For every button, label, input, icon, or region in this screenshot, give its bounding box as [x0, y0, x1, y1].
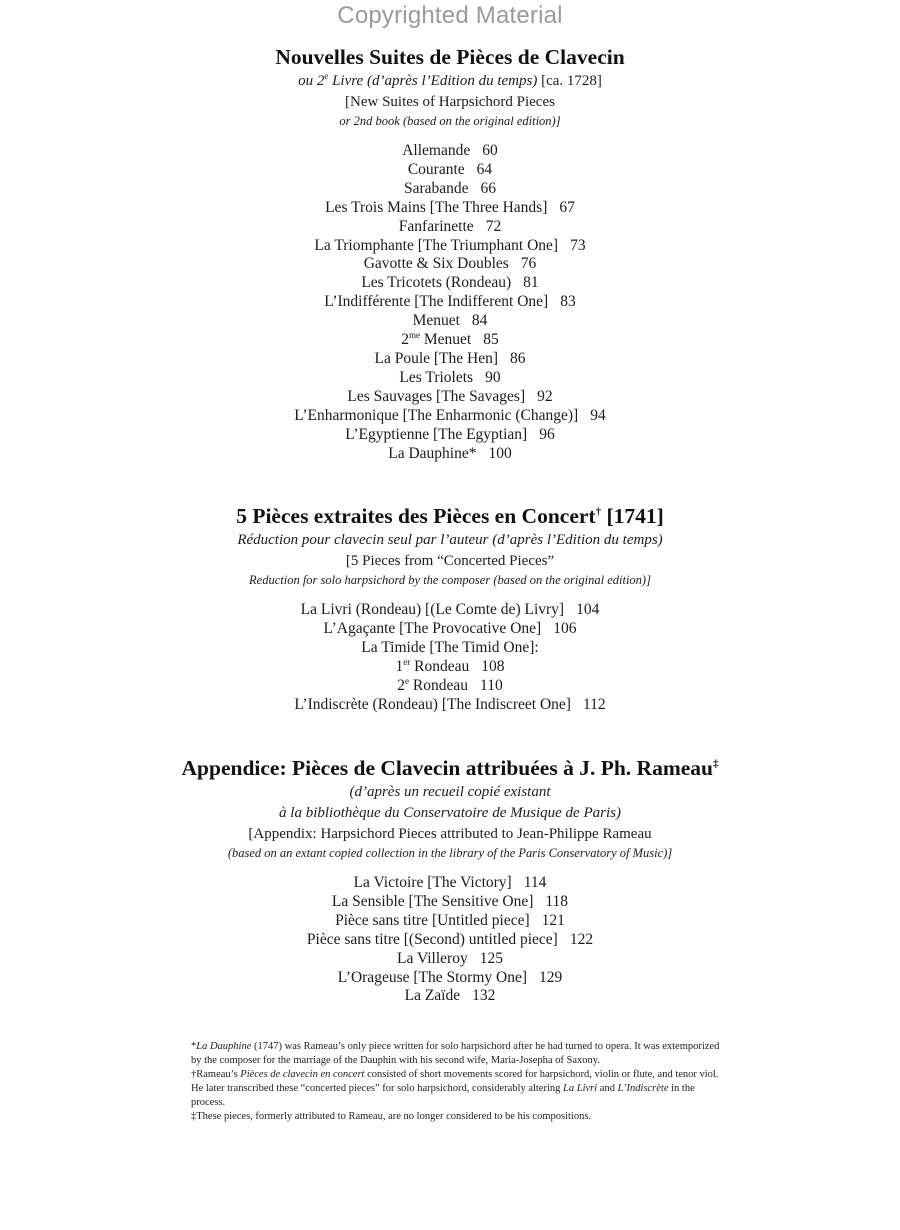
footnote-mark: † [191, 1069, 197, 1080]
footnote-mark: ‡ [712, 757, 719, 770]
contents-entry [0, 950, 900, 969]
contents-entry [0, 912, 900, 931]
entry-page: 81 [523, 274, 539, 292]
entry-title: Rondeau [409, 676, 469, 694]
entry-page: 85 [483, 331, 499, 349]
entry-title: Les Trois Mains [The Three Hands] [325, 198, 548, 216]
contents-entry [0, 658, 900, 677]
section-subtitle: (d’après un recueil copié existant [349, 784, 551, 800]
contents-entry [0, 161, 900, 180]
contents-entry [0, 312, 900, 331]
entry-page: 92 [537, 387, 553, 405]
contents-entry [0, 620, 900, 639]
contents-entry [0, 350, 900, 369]
footnote-concert [191, 1068, 721, 1110]
footnote-work-title: L’Indiscrète [617, 1083, 669, 1094]
footnote-text: and [597, 1083, 618, 1094]
footnote-text: These pieces, formerly attributed to Rameau, are no longer considered to be his compositions. [196, 1111, 592, 1122]
footnote-dauphine [191, 1040, 721, 1068]
contents-entry [0, 931, 900, 950]
contents-entry [0, 696, 900, 715]
footnote-appendix [191, 1110, 721, 1124]
contents-entry [0, 199, 900, 218]
entry-title: L’Indifférente [The Indifferent One] [324, 293, 549, 311]
footnote-mark: * [191, 1041, 197, 1052]
contents-entry [0, 445, 900, 464]
contents-list [0, 601, 900, 714]
entry-title: La Zaïde [404, 987, 461, 1005]
entry-title: L’Enharmonique [The Enharmonic (Change)] [294, 406, 579, 424]
footnote-text: consisted of short movements scored for harpsichord, violin or flute, and tenor viol. He later transcribed these “concerted pieces” for solo harpsichord, considerably altering [191, 1069, 719, 1094]
entry-title: L’Indiscrète (Rondeau) [The Indiscreet One] [294, 695, 571, 713]
entry-title: Sarabande [403, 179, 469, 197]
section-translation-2: (based on an extant copied collection in the library of the Paris Conservatory of Music)] [227, 846, 673, 860]
superscript: e [405, 675, 410, 686]
entry-title: Allemande [402, 142, 471, 159]
section-appendice [0, 754, 900, 1006]
section-title [0, 502, 900, 530]
section-translation: [New Suites of Harpsichord Pieces [345, 94, 555, 110]
contents-entry [0, 874, 900, 893]
entry-page: 110 [480, 676, 503, 694]
entry-page: 106 [553, 619, 577, 637]
entry-page: 132 [472, 987, 496, 1005]
contents-entry [0, 331, 900, 350]
section-pieces-en-concert [0, 502, 900, 714]
superscript: me [409, 329, 420, 340]
section-subtitle: Réduction pour clavecin seul par l’auteur (d’après l’Edition du temps) [237, 532, 663, 548]
entry-title: La Victoire [The Victory] [353, 874, 512, 891]
entry-page: 60 [482, 142, 498, 159]
title-text: Appendice: Pièces de Clavecin attribuées à J. Ph. Rameau [181, 756, 713, 780]
entry-page: 118 [545, 892, 569, 910]
contents-entry [0, 293, 900, 312]
section-translation-2: Reduction for solo harpsichord by the composer (based on the original edition)] [249, 573, 651, 587]
entry-page: 66 [480, 179, 497, 197]
subtitle-part: ou 2 [298, 73, 325, 89]
title-text: 5 Pièces extraites des Pièces en Concert [236, 504, 596, 528]
contents-entry [0, 237, 900, 256]
entry-title: La Poule [The Hen] [374, 349, 499, 367]
entry-page: 104 [576, 601, 600, 618]
entry-title: Menuet [420, 331, 472, 349]
footnote-mark: † [595, 505, 602, 518]
superscript: er [403, 656, 411, 667]
contents-entry [0, 601, 900, 620]
entry-title: Courante [407, 160, 465, 178]
footnote-work-title: Pièces de clavecin en concert [240, 1069, 365, 1080]
entry-title-number: 2 [397, 676, 406, 694]
section-translation-2: or 2nd book (based on the original edition)] [339, 114, 561, 128]
section-subtitle [0, 71, 900, 92]
entry-title: La Livri (Rondeau) [(Le Comte de) Livry] [300, 601, 565, 618]
contents-entry [0, 987, 900, 1006]
contents-entry [0, 639, 900, 658]
section-nouvelles-suites [0, 43, 900, 463]
contents-entry [0, 677, 900, 696]
contents-entry [0, 274, 900, 293]
contents-entry [0, 969, 900, 988]
entry-page: 64 [476, 160, 493, 178]
entry-title: La Sensible [The Sensitive One] [331, 892, 534, 910]
contents-entry [0, 142, 900, 161]
section-subtitle-2: à la bibliothèque du Conservatoire de Musique de Paris) [279, 805, 621, 821]
entry-title: Les Tricotets (Rondeau) [361, 274, 512, 292]
entry-title: Les Triolets [399, 368, 474, 386]
entry-title-number: 1 [395, 657, 404, 675]
footnote-text: Rameau’s [196, 1069, 241, 1080]
section-translation: [5 Pieces from “Concerted Pieces” [345, 553, 555, 569]
contents-entry [0, 407, 900, 426]
contents-entry [0, 369, 900, 388]
entry-page: 84 [471, 312, 488, 330]
title-date: [1741] [601, 504, 664, 528]
contents-list [0, 142, 900, 463]
entry-title: Les Sauvages [The Savages] [347, 387, 526, 405]
entry-page: 90 [485, 368, 501, 386]
entry-page: 86 [510, 349, 526, 367]
entry-title: Menuet [412, 312, 460, 330]
contents-entry [0, 426, 900, 445]
contents-entry [0, 388, 900, 407]
contents-entry [0, 255, 900, 274]
section-translation: [Appendix: Harpsichord Pieces attributed to Jean-Philippe Rameau [248, 826, 652, 842]
contents-entry [0, 218, 900, 237]
entry-page: 114 [523, 874, 547, 891]
entry-title: La Triomphante [The Triumphant One] [314, 236, 559, 254]
entry-title: Gavotte & Six Doubles [363, 255, 509, 273]
subtitle-part: Livre (d’après l’Edition du temps) [328, 73, 538, 89]
entry-title: L’Egyptienne [The Egyptian] [345, 425, 528, 443]
entry-page: 76 [520, 255, 537, 273]
subtitle-date: [ca. 1728] [537, 73, 602, 89]
entry-page: 112 [582, 695, 606, 713]
footnote-work-title: La Livri [563, 1083, 598, 1094]
entry-page: 122 [569, 930, 594, 948]
copyright-watermark: Copyrighted Material [337, 2, 563, 29]
entry-page: 72 [485, 217, 502, 235]
entry-page: 67 [559, 198, 575, 216]
footnote-text: (1747) was Rameau’s only piece written for solo harpsichord after he had turned to opera. It was extemporized by the composer for the marriage of the Dauphin with his second wife, Maria-Josepha of Saxony. [191, 1041, 720, 1066]
contents-entry [0, 180, 900, 199]
entry-title: La Villeroy [397, 949, 468, 967]
entry-page: 129 [539, 968, 563, 986]
entry-title: L’Agaçante [The Provocative One] [323, 619, 542, 637]
superscript: e [324, 71, 329, 81]
contents-entry [0, 893, 900, 912]
entry-page: 73 [570, 236, 586, 254]
entry-title-number: 2 [401, 331, 409, 349]
footnote-work-title: La Dauphine [196, 1041, 252, 1052]
entry-title: La Timide [The Timid One]: [361, 638, 539, 656]
footnote-mark: ‡ [191, 1111, 197, 1122]
contents-list [0, 874, 900, 1006]
entry-page: 83 [560, 293, 576, 311]
entry-title: Pièce sans titre [Untitled piece] [335, 911, 530, 929]
entry-title: L’Orageuse [The Stormy One] [337, 968, 527, 986]
entry-page: 96 [539, 425, 555, 443]
entry-page: 100 [488, 444, 512, 462]
entry-page: 121 [541, 911, 565, 929]
entry-page: 108 [481, 657, 505, 675]
entry-page: 125 [479, 949, 503, 967]
section-title: Nouvelles Suites de Pièces de Clavecin [275, 45, 625, 69]
section-title [0, 754, 900, 782]
footnotes [191, 1040, 721, 1124]
entry-page: 94 [590, 406, 606, 424]
entry-title: Rondeau [410, 657, 470, 675]
entry-title: Pièce sans titre [(Second) untitled piece] [306, 930, 558, 948]
entry-title: Fanfarinette [398, 217, 474, 235]
footnote-text: in the process. [191, 1083, 695, 1108]
entry-title: La Dauphine* [388, 444, 477, 462]
